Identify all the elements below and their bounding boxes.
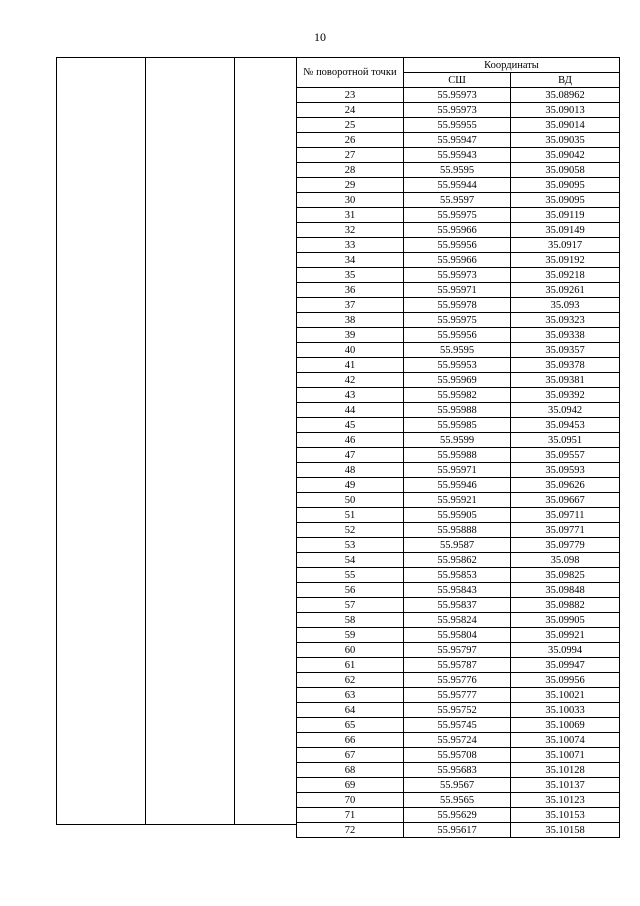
header-coordinates: Координаты [404,58,620,73]
table-row [297,313,620,328]
table-row [297,328,620,343]
longitude-cell: 35.09667 [511,493,620,508]
latitude-cell: 55.95943 [404,148,511,163]
table-row [297,613,620,628]
point-number-cell: 35 [297,268,404,283]
point-number-cell: 37 [297,298,404,313]
table-row [297,598,620,613]
longitude-cell: 35.09218 [511,268,620,283]
point-number-cell: 65 [297,718,404,733]
column-divider [234,57,235,825]
latitude-cell: 55.95724 [404,733,511,748]
point-number-cell: 56 [297,583,404,598]
longitude-cell: 35.09149 [511,223,620,238]
left-table-frame [56,57,297,825]
point-number-cell: 63 [297,688,404,703]
table-row [297,178,620,193]
longitude-cell: 35.09779 [511,538,620,553]
point-number-cell: 39 [297,328,404,343]
point-number-cell: 52 [297,523,404,538]
longitude-cell: 35.10158 [511,823,620,838]
table-row [297,538,620,553]
table-row [297,628,620,643]
longitude-cell: 35.08962 [511,88,620,103]
longitude-cell: 35.0917 [511,238,620,253]
latitude-cell: 55.9565 [404,793,511,808]
table-row [297,688,620,703]
latitude-cell: 55.95745 [404,718,511,733]
latitude-cell: 55.95956 [404,238,511,253]
table-row [297,718,620,733]
point-number-cell: 60 [297,643,404,658]
point-number-cell: 54 [297,553,404,568]
latitude-cell: 55.95777 [404,688,511,703]
column-divider [145,57,146,825]
latitude-cell: 55.95804 [404,628,511,643]
longitude-cell: 35.10153 [511,808,620,823]
latitude-cell: 55.95971 [404,463,511,478]
longitude-cell: 35.09095 [511,178,620,193]
point-number-cell: 72 [297,823,404,838]
latitude-cell: 55.95824 [404,613,511,628]
point-number-cell: 47 [297,448,404,463]
longitude-cell: 35.09119 [511,208,620,223]
header-longitude: ВД [511,73,620,88]
point-number-cell: 62 [297,673,404,688]
table-row [297,343,620,358]
latitude-cell: 55.95973 [404,88,511,103]
longitude-cell: 35.09557 [511,448,620,463]
latitude-cell: 55.95975 [404,208,511,223]
point-number-cell: 44 [297,403,404,418]
longitude-cell: 35.09261 [511,283,620,298]
longitude-cell: 35.0994 [511,643,620,658]
point-number-cell: 53 [297,538,404,553]
table-row [297,658,620,673]
point-number-cell: 43 [297,388,404,403]
table-row [297,433,620,448]
latitude-cell: 55.95947 [404,133,511,148]
point-number-cell: 68 [297,763,404,778]
longitude-cell: 35.09453 [511,418,620,433]
table-row [297,238,620,253]
latitude-cell: 55.9595 [404,163,511,178]
longitude-cell: 35.09014 [511,118,620,133]
latitude-cell: 55.95973 [404,268,511,283]
table-row [297,643,620,658]
longitude-cell: 35.10128 [511,763,620,778]
latitude-cell: 55.95853 [404,568,511,583]
point-number-cell: 67 [297,748,404,763]
longitude-cell: 35.09042 [511,148,620,163]
point-number-cell: 23 [297,88,404,103]
longitude-cell: 35.0951 [511,433,620,448]
header-point-number: № поворотной точки [297,58,404,88]
longitude-cell: 35.10033 [511,703,620,718]
latitude-cell: 55.95975 [404,313,511,328]
point-number-cell: 51 [297,508,404,523]
table-row [297,283,620,298]
latitude-cell: 55.95629 [404,808,511,823]
latitude-cell: 55.9599 [404,433,511,448]
table-row [297,508,620,523]
point-number-cell: 33 [297,238,404,253]
longitude-cell: 35.09357 [511,343,620,358]
longitude-cell: 35.09771 [511,523,620,538]
table-row [297,388,620,403]
table-row [297,583,620,598]
latitude-cell: 55.95921 [404,493,511,508]
point-number-cell: 28 [297,163,404,178]
longitude-cell: 35.09593 [511,463,620,478]
longitude-cell: 35.10123 [511,793,620,808]
latitude-cell: 55.95973 [404,103,511,118]
point-number-cell: 32 [297,223,404,238]
longitude-cell: 35.09095 [511,193,620,208]
longitude-cell: 35.09013 [511,103,620,118]
table-row [297,523,620,538]
point-number-cell: 29 [297,178,404,193]
longitude-cell: 35.09947 [511,658,620,673]
table-row [297,793,620,808]
latitude-cell: 55.95978 [404,298,511,313]
table-body [297,88,620,838]
table-row [297,403,620,418]
point-number-cell: 27 [297,148,404,163]
page-number: 10 [314,30,326,44]
latitude-cell: 55.95843 [404,583,511,598]
latitude-cell: 55.9597 [404,193,511,208]
latitude-cell: 55.95971 [404,283,511,298]
latitude-cell: 55.95988 [404,448,511,463]
point-number-cell: 31 [297,208,404,223]
longitude-cell: 35.09058 [511,163,620,178]
longitude-cell: 35.09848 [511,583,620,598]
point-number-cell: 61 [297,658,404,673]
latitude-cell: 55.95752 [404,703,511,718]
table-row [297,493,620,508]
table-row [297,748,620,763]
longitude-cell: 35.10069 [511,718,620,733]
point-number-cell: 48 [297,463,404,478]
longitude-cell: 35.10137 [511,778,620,793]
latitude-cell: 55.9595 [404,343,511,358]
longitude-cell: 35.098 [511,553,620,568]
point-number-cell: 24 [297,103,404,118]
table-row [297,88,620,103]
latitude-cell: 55.95708 [404,748,511,763]
table-row [297,148,620,163]
latitude-cell: 55.95953 [404,358,511,373]
longitude-cell: 35.09035 [511,133,620,148]
latitude-cell: 55.95683 [404,763,511,778]
longitude-cell: 35.09825 [511,568,620,583]
latitude-cell: 55.95956 [404,328,511,343]
point-number-cell: 64 [297,703,404,718]
table-row [297,553,620,568]
table-row [297,448,620,463]
latitude-cell: 55.9567 [404,778,511,793]
table-row [297,208,620,223]
table-row [297,673,620,688]
longitude-cell: 35.093 [511,298,620,313]
table-row [297,133,620,148]
table-row [297,298,620,313]
point-number-cell: 71 [297,808,404,823]
latitude-cell: 55.95837 [404,598,511,613]
point-number-cell: 66 [297,733,404,748]
latitude-cell: 55.95862 [404,553,511,568]
latitude-cell: 55.95944 [404,178,511,193]
latitude-cell: 55.9587 [404,538,511,553]
point-number-cell: 45 [297,418,404,433]
table-row [297,103,620,118]
table-row [297,823,620,838]
latitude-cell: 55.95982 [404,388,511,403]
longitude-cell: 35.09905 [511,613,620,628]
longitude-cell: 35.10074 [511,733,620,748]
table-row [297,763,620,778]
latitude-cell: 55.95966 [404,253,511,268]
table-row [297,118,620,133]
latitude-cell: 55.95776 [404,673,511,688]
point-number-cell: 55 [297,568,404,583]
point-number-cell: 25 [297,118,404,133]
latitude-cell: 55.95797 [404,643,511,658]
point-number-cell: 30 [297,193,404,208]
table-row [297,733,620,748]
table-row [297,703,620,718]
table-row [297,358,620,373]
coordinates-table [296,57,620,838]
latitude-cell: 55.95946 [404,478,511,493]
point-number-cell: 57 [297,598,404,613]
longitude-cell: 35.10071 [511,748,620,763]
header-latitude: СШ [404,73,511,88]
longitude-cell: 35.09711 [511,508,620,523]
longitude-cell: 35.09192 [511,253,620,268]
point-number-cell: 40 [297,343,404,358]
point-number-cell: 41 [297,358,404,373]
latitude-cell: 55.95617 [404,823,511,838]
point-number-cell: 34 [297,253,404,268]
point-number-cell: 50 [297,493,404,508]
longitude-cell: 35.09338 [511,328,620,343]
table-row [297,478,620,493]
point-number-cell: 36 [297,283,404,298]
longitude-cell: 35.09323 [511,313,620,328]
latitude-cell: 55.95969 [404,373,511,388]
latitude-cell: 55.95888 [404,523,511,538]
table-row [297,568,620,583]
latitude-cell: 55.95905 [404,508,511,523]
table-row [297,463,620,478]
latitude-cell: 55.95787 [404,658,511,673]
table-row [297,223,620,238]
longitude-cell: 35.09392 [511,388,620,403]
point-number-cell: 46 [297,433,404,448]
longitude-cell: 35.10021 [511,688,620,703]
longitude-cell: 35.09378 [511,358,620,373]
table-row [297,163,620,178]
point-number-cell: 38 [297,313,404,328]
point-number-cell: 58 [297,613,404,628]
point-number-cell: 26 [297,133,404,148]
longitude-cell: 35.09921 [511,628,620,643]
table-row [297,253,620,268]
longitude-cell: 35.09882 [511,598,620,613]
table-row [297,268,620,283]
latitude-cell: 55.95988 [404,403,511,418]
table-row [297,418,620,433]
table-row [297,193,620,208]
latitude-cell: 55.95966 [404,223,511,238]
table-row [297,778,620,793]
point-number-cell: 59 [297,628,404,643]
longitude-cell: 35.0942 [511,403,620,418]
longitude-cell: 35.09956 [511,673,620,688]
table-row [297,808,620,823]
table-row [297,373,620,388]
point-number-cell: 42 [297,373,404,388]
latitude-cell: 55.95955 [404,118,511,133]
point-number-cell: 70 [297,793,404,808]
point-number-cell: 49 [297,478,404,493]
point-number-cell: 69 [297,778,404,793]
longitude-cell: 35.09381 [511,373,620,388]
longitude-cell: 35.09626 [511,478,620,493]
latitude-cell: 55.95985 [404,418,511,433]
